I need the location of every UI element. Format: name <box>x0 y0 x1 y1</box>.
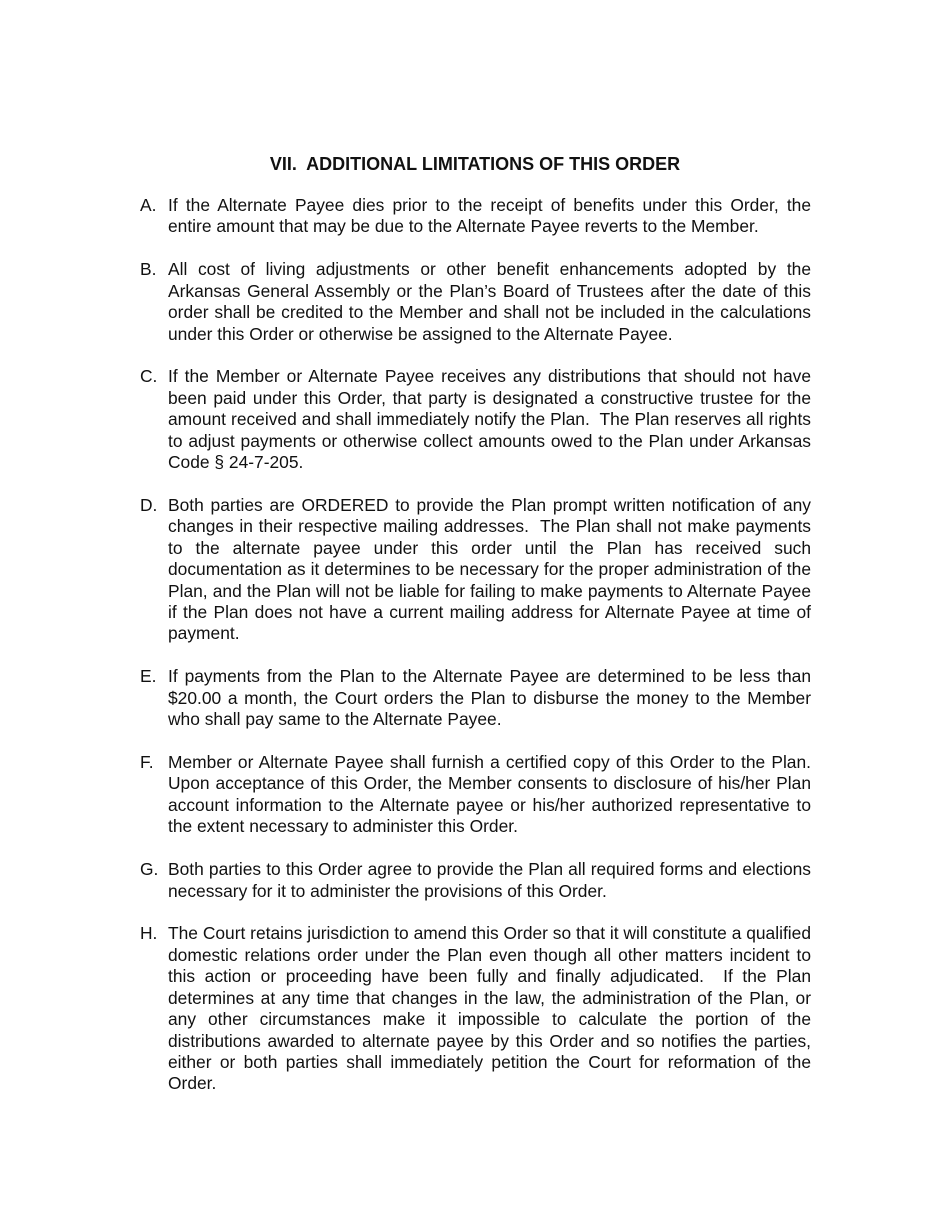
item-marker: D. <box>140 494 158 515</box>
item-text: If the Member or Alternate Payee receives any distributions that should not have been paid under this Order, that party is designated a constructive trustee for the amount received and shall immediately notify the Plan. The Plan reserves all rights to adjust payments or otherwise collect amounts owed to the Plan under Arkansas Code § 24-7-205. <box>168 366 816 473</box>
item-marker: B. <box>140 259 157 280</box>
item-text: Member or Alternate Payee shall furnish a certified copy of this Order to the Plan. Upon acceptance of this Order, the Member consents to disclosure of his/her Plan account information to the Alternate payee or his/her authorized representative to the extent necessary to administer this Order. <box>168 752 821 837</box>
item-text: Both parties to this Order agree to provide the Plan all required forms and elections necessary for it to administer the provisions of this Order. <box>168 859 816 901</box>
limitations-list <box>140 195 821 1095</box>
item-text: If the Alternate Payee dies prior to the receipt of benefits under this Order, the entire amount that may be due to the Alternate Payee reverts to the Member. <box>168 195 816 237</box>
item-marker: E. <box>140 666 157 687</box>
list-item <box>140 195 816 238</box>
item-marker: H. <box>140 923 158 944</box>
item-text: The Court retains jurisdiction to amend this Order so that it will constitute a qualified domestic relations order under the Plan even though all other matters incident to this action or proceeding have been fully and finally adjudicated. If the Plan determines at any time that changes in the law, the administration of the Plan, or any other circumstances make it impossible to calculate the portion of the distributions awarded to alternate payee by this Order and so notifies the parties, either or both parties shall immediately petition the Court for reformation of the Order. <box>168 923 816 1094</box>
list-item <box>140 859 816 902</box>
item-marker: A. <box>140 195 157 215</box>
list-item <box>140 666 816 730</box>
list-item <box>140 923 816 1094</box>
item-marker: C. <box>140 366 158 387</box>
item-text: If payments from the Plan to the Alternate Payee are determined to be less than $20.00 a month, the Court orders the Plan to disburse the money to the Member who shall pay same to the Alternate Payee. <box>168 666 816 730</box>
item-marker: G. <box>140 859 159 880</box>
item-marker: F. <box>140 752 154 773</box>
list-item <box>140 366 816 473</box>
section-title: VII. ADDITIONAL LIMITATIONS OF THIS ORDER <box>269 154 681 174</box>
item-text: Both parties are ORDERED to provide the Plan prompt written notification of any changes in their respective mailing addresses. The Plan shall not make payments to the alternate payee under this order until the Plan has received such documentation as it determines to be necessary for the proper administration of the Plan, and the Plan will not be liable for failing to make payments to Alternate Payee if the Plan does not have a current mailing address for Alternate Payee at time of payment. <box>168 494 816 644</box>
item-text: All cost of living adjustments or other benefit enhancements adopted by the Arkansas General Assembly or the Plan’s Board of Trustees after the date of this order shall be credited to the Member and shall not be included in the calculations under this Order or otherwise be assigned to the Alternate Payee. <box>168 259 816 344</box>
list-item <box>140 494 816 645</box>
list-item <box>140 259 816 345</box>
list-item <box>140 752 821 838</box>
